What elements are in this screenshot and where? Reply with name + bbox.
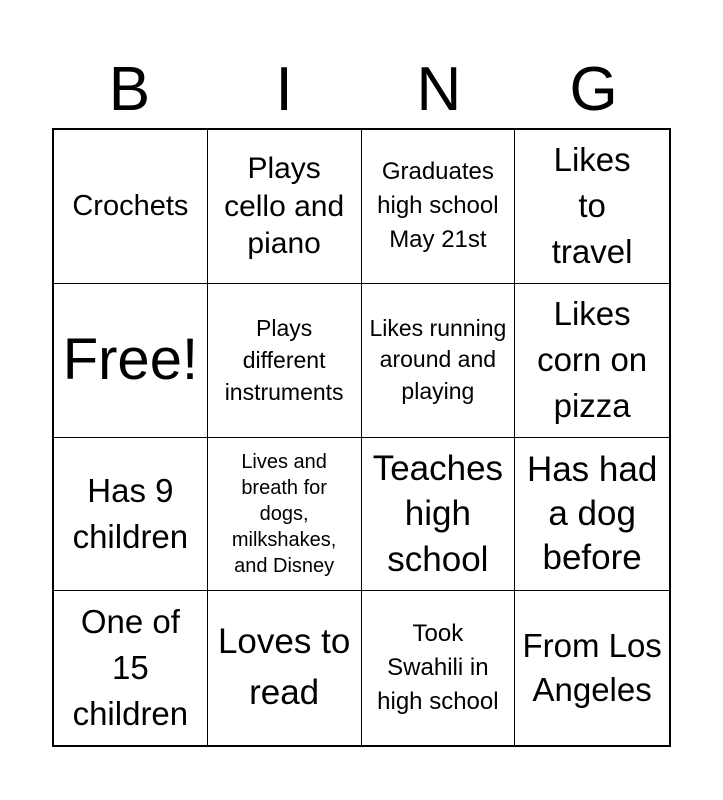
cell-text: Loves to read: [217, 622, 351, 713]
bingo-header: [52, 52, 671, 128]
bingo-cell[interactable]: [362, 591, 516, 745]
cell-text: Likes running around and playing: [369, 314, 507, 404]
bingo-cell[interactable]: [515, 591, 669, 745]
bingo-cell[interactable]: [54, 438, 208, 592]
cell-text: Likes to travel: [551, 141, 633, 271]
bingo-cell[interactable]: [362, 284, 516, 438]
header-letter-b: B: [108, 55, 151, 124]
cell-text: Likes corn on pizza: [537, 294, 648, 425]
bingo-cell[interactable]: [362, 438, 516, 592]
cell-text: Crochets: [72, 190, 189, 223]
header-letter-i: I: [275, 55, 293, 124]
bingo-cell[interactable]: [54, 591, 208, 745]
free-space-text: Free!: [62, 326, 199, 392]
cell-text: Lives and breath for dogs, milkshakes, and Disney: [231, 450, 337, 577]
cell-text: Has 9 children: [72, 471, 189, 555]
bingo-cell[interactable]: [208, 284, 362, 438]
bingo-cell[interactable]: [515, 438, 669, 592]
bingo-cell-free[interactable]: [54, 284, 208, 438]
cell-text: One of 15 children: [72, 602, 189, 733]
bingo-cell[interactable]: [362, 130, 516, 284]
bingo-cell[interactable]: [208, 591, 362, 745]
cell-text: Took Swahili in high school: [377, 620, 499, 716]
cell-text: Plays cello and piano: [224, 152, 345, 261]
bingo-cell[interactable]: [208, 438, 362, 592]
cell-text: From Los Angeles: [522, 626, 662, 709]
cell-text: Teaches high school: [372, 448, 504, 579]
bingo-cell[interactable]: [54, 130, 208, 284]
cell-text: Plays different instruments: [224, 314, 344, 406]
cell-text: Has had a dog before: [526, 450, 658, 577]
bingo-board: [52, 128, 671, 747]
bingo-cell[interactable]: [208, 130, 362, 284]
bingo-cell[interactable]: [515, 284, 669, 438]
header-letter-g: G: [569, 55, 618, 124]
header-letter-n: N: [416, 55, 462, 124]
bingo-cell[interactable]: [515, 130, 669, 284]
cell-text: Graduates high school May 21st: [377, 158, 499, 254]
